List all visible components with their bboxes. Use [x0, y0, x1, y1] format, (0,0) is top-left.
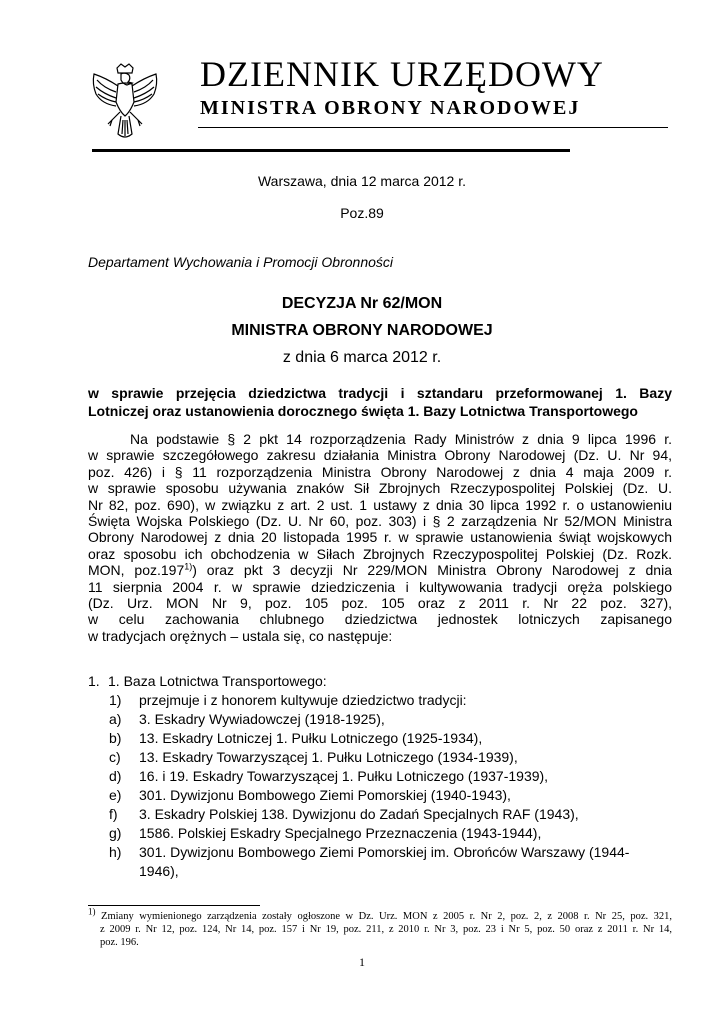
journal-title: DZIENNIK URZĘDOWY — [200, 54, 604, 94]
place-date: Warszawa, dnia 12 marca 2012 r. — [257, 173, 467, 189]
decision-subject — [88, 384, 672, 420]
footnote — [88, 906, 673, 949]
body-line: w sprawie szczegółowego zakresu działania Ministra Obrony Narodowej (Dz. U. Nr 94, — [88, 447, 672, 464]
list-item — [88, 710, 672, 729]
list-item — [88, 748, 672, 767]
decision-authority: MINISTRA OBRONY NARODOWEJ — [231, 322, 493, 339]
footnote-line: poz. 196. — [100, 937, 139, 948]
subject-line: w sprawie przejęcia dziedzictwa tradycji i sztandaru przeformowanej 1. Bazy — [88, 385, 672, 401]
list-item-text: 1. Baza Lotnictwa Transportowego: — [108, 673, 327, 689]
list-item — [88, 691, 672, 710]
list-item-text: 16. i 19. Eskadry Towarzyszącej 1. Pułku Lotniczego (1937-1939), — [139, 768, 549, 784]
list-item-text: 1946), — [139, 863, 179, 879]
polish-eagle-emblem-icon — [88, 62, 162, 144]
position-number: Poz.89 — [340, 205, 384, 221]
list-item-text: 3. Eskadry Polskiej 138. Dywizjonu do Zadań Specjalnych RAF (1943), — [139, 806, 579, 822]
header-rule-thin — [198, 127, 668, 128]
footnote-line: z 2009 r. Nr 12, poz. 124, Nr 14, poz. 157 i Nr 19, poz. 211, z 2010 r. Nr 3, poz. 23 i Nr 5, poz. 50 oraz z 2011 r. Nr 14, — [100, 924, 672, 935]
list-item — [88, 767, 672, 786]
legal-basis-paragraph — [88, 431, 672, 644]
page-number: 1 — [359, 955, 365, 969]
decision-number: DECYZJA Nr 62/MON — [281, 295, 443, 312]
body-line: w tradycjach orężnych – ustala się, co następuje: — [88, 627, 393, 644]
list-item-text: 3. Eskadry Wywiadowczej (1918-1925), — [139, 711, 385, 727]
department-name: Departament Wychowania i Promocji Obronności — [88, 254, 394, 270]
list-marker: g) — [109, 825, 122, 841]
list-item — [88, 729, 672, 748]
provisions-list — [88, 672, 672, 881]
body-line: (Dz. Urz. MON Nr 9, poz. 105 poz. 105 oraz z 2011 r. Nr 22 poz. 327), — [88, 594, 672, 611]
body-line-part: MON, poz.197 — [88, 562, 185, 579]
body-line: Święta Wojska Polskiego (Dz. U. Nr 60, poz. 303) i § 2 zarządzenia Nr 52/MON Ministra — [88, 512, 672, 529]
body-line: w celu zachowania chlubnego dziedzictwa jednostek lotniczych zapisanego — [88, 611, 672, 628]
footnote-reference[interactable]: 1) — [184, 561, 193, 572]
list-marker: d) — [109, 768, 122, 784]
list-item-text: 301. Dywizjonu Bombowego Ziemi Pomorskiej (1940-1943), — [139, 787, 511, 803]
list-marker: 1) — [109, 692, 122, 708]
body-line: w sprawie sposobu używania znaków Sił Zbrojnych Rzeczypospolitej Polskiej (Dz. U. — [88, 480, 672, 497]
list-marker: 1. — [88, 673, 100, 689]
list-item — [88, 843, 672, 862]
list-marker: h) — [109, 844, 122, 860]
list-item-text: 1586. Polskiej Eskadry Specjalnego Przeznaczenia (1943-1944), — [139, 825, 542, 841]
list-item — [88, 672, 672, 691]
footnote-separator — [88, 905, 260, 906]
list-item — [88, 805, 672, 824]
list-marker: b) — [109, 730, 122, 746]
list-item-text: 301. Dywizjonu Bombowego Ziemi Pomorskiej im. Obrońców Warszawy (1944- — [139, 844, 630, 860]
body-line-part: ) oraz pkt 3 decyzji Nr 229/MON Ministra Obrony Narodowej z dnia — [192, 562, 672, 579]
header-rule-thick — [92, 149, 570, 152]
list-item-continuation — [88, 862, 672, 881]
footnote-text: Zmiany wymienionego zarządzenia zostały ogłoszone w Dz. Urz. MON z 2005 r. Nr 2, poz. 2, z 2008 r. Nr 25, poz. 321, — [101, 911, 673, 922]
body-line: Obrony Narodowej z dnia 20 listopada 1995 r. w sprawie ustanowienia świąt wojskowych — [88, 529, 672, 546]
decision-date: z dnia 6 marca 2012 r. — [282, 349, 442, 366]
body-line: Nr 82, poz. 690), w związku z art. 2 ust. 1 ustawy z dnia 30 lipca 1992 r. o ustanowieniu — [88, 496, 672, 513]
list-marker: e) — [109, 787, 122, 803]
footnote-line — [88, 906, 673, 923]
list-marker: a) — [109, 711, 122, 727]
body-line: 11 sierpnia 2004 r. w sprawie dziedziczenia i kultywowania tradycji oręża polskiego — [88, 578, 672, 595]
list-item-text: przejmuje i z honorem kultywuje dziedzictwo tradycji: — [139, 692, 467, 708]
footnote-marker: 1) — [88, 906, 96, 917]
list-item-text: 13. Eskadry Lotniczej 1. Pułku Lotniczego (1925-1934), — [139, 730, 483, 746]
subject-line: Lotniczej oraz ustanowienia dorocznego święta 1. Bazy Lotnictwa Transportowego — [88, 403, 638, 419]
body-line: oraz sposobu ich obchodzenia w Siłach Zbrojnych Rzeczypospolitej Polskiej (Dz. Rozk. — [88, 545, 672, 562]
journal-subtitle: MINISTRA OBRONY NARODOWEJ — [200, 97, 581, 119]
body-line: Na podstawie § 2 pkt 14 rozporządzenia Rady Ministrów z dnia 9 lipca 1996 r. — [130, 431, 672, 447]
list-marker: c) — [109, 749, 121, 765]
list-item — [88, 824, 672, 843]
list-item-text: 13. Eskadry Towarzyszącej 1. Pułku Lotniczego (1934-1939), — [139, 749, 518, 765]
list-item — [88, 786, 672, 805]
list-marker: f) — [109, 806, 118, 822]
body-line — [88, 562, 672, 578]
body-line: poz. 426) i § 11 rozporządzenia Ministra Obrony Narodowej z dnia 4 maja 2009 r. — [88, 463, 672, 480]
